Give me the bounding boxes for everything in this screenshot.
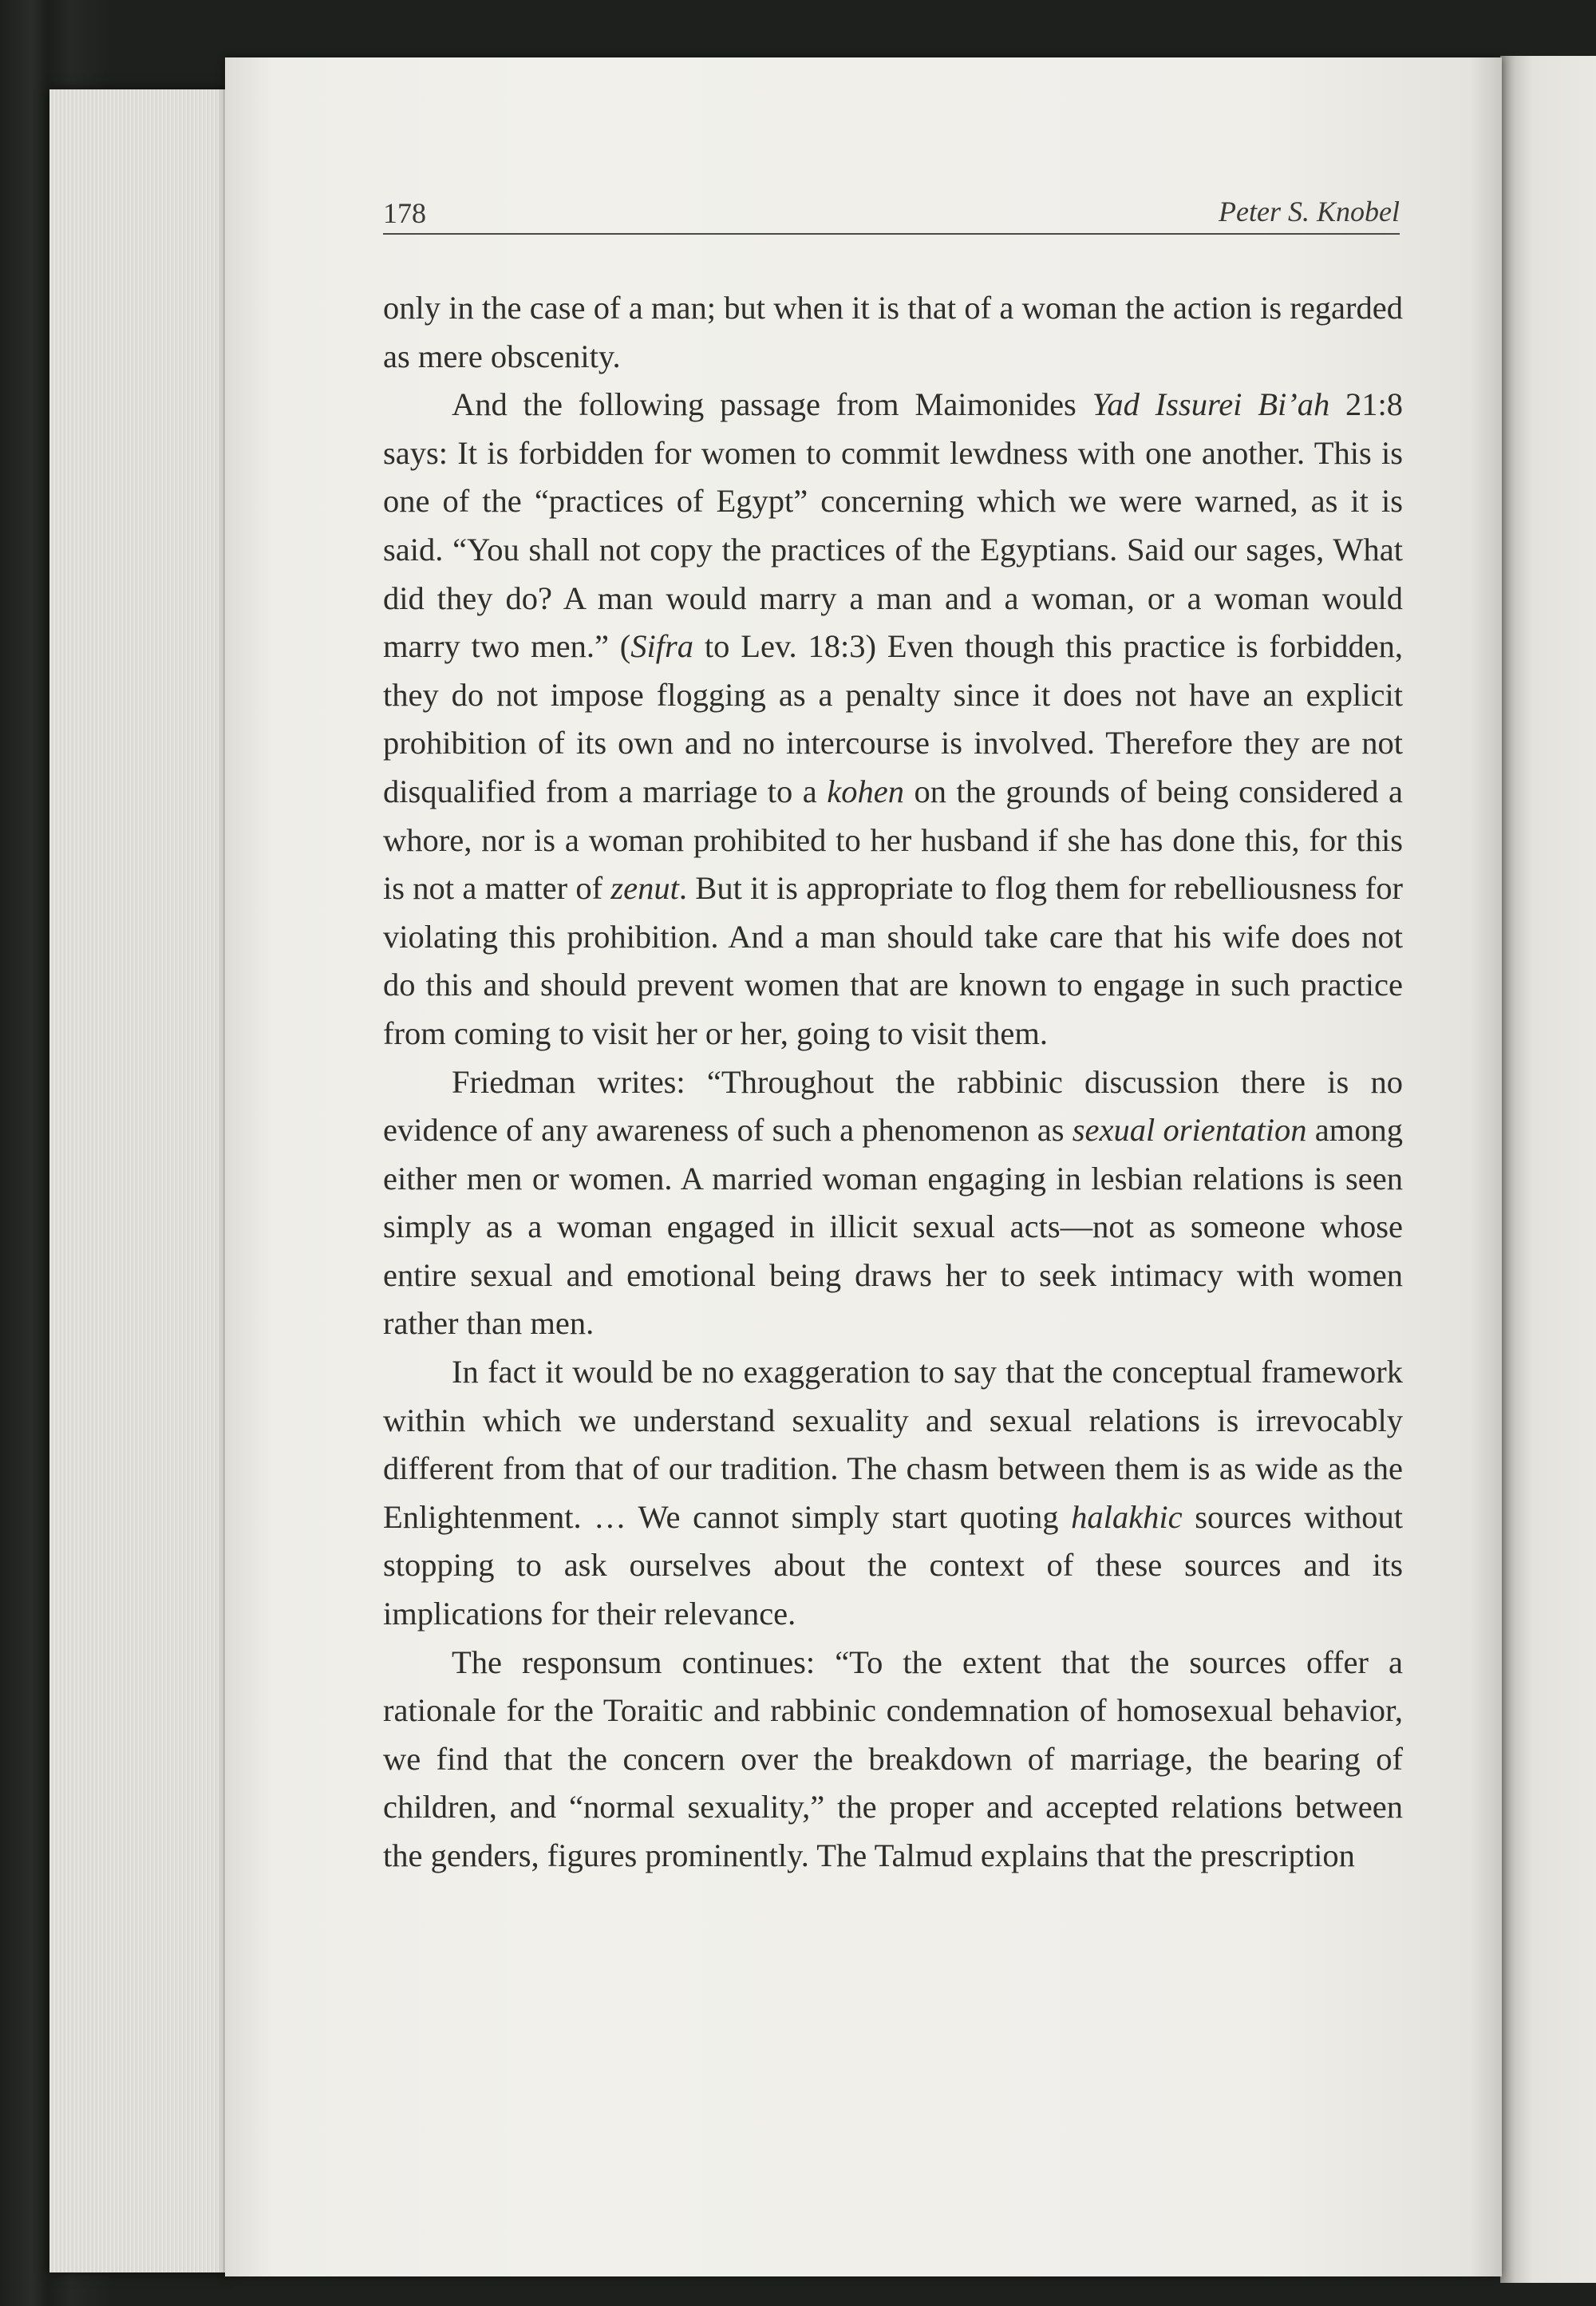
title-sifra: Sifra: [630, 628, 694, 665]
title-yad-issurei-biah: Yad Issurei Bi’ah: [1092, 386, 1330, 423]
term-kohen: kohen: [827, 773, 904, 809]
page-header: [383, 192, 1400, 235]
paragraph-conceptual-framework: In fact it would be no exaggeration to say that the conceptual framework within which we understand sexuality and sexual relations is irrevocably different from that of our tradition. The chasm between them is as wide as the Enlightenment. … We cannot simply start quoting halakhic sources without stopping to ask ourselves about the context of these sources and its implications for their relevance.: [383, 1354, 1404, 1632]
term-sexual-orientation: sexual orientation: [1072, 1112, 1307, 1149]
paragraph-continued: only in the case of a man; but when it is that of a woman the action is regarded as mere obscenity.: [383, 290, 1403, 374]
paragraph-friedman: Friedman writes: “Throughout the rabbinic discussion there is no evidence of any awareness of such a phenomenon as sexual orientation among either men or women. A married woman engaging in lesbian relations is seen simply as a woman engaged in illicit sexual acts—not as someone whose entire sexual and emotional being draws her to seek intimacy with women rather than men.: [383, 1063, 1404, 1342]
body-text: [383, 284, 1403, 1881]
term-zenut: zenut: [610, 870, 679, 907]
facing-page-edge: [1500, 56, 1596, 2283]
page-stack-edge: [49, 89, 233, 2272]
paragraph-responsum: The responsum continues: “To the extent that the sources offer a rationale for the Toraitic and rabbinic condemnation of homosexual behavior, we find that the concern over the breakdown of marriage, the bearing of children, and “normal sexuality,” the proper and accepted relations between the genders, figures prominently. The Talmud explains that the prescription: [383, 1643, 1403, 1873]
term-halakhic: halakhic: [1071, 1498, 1183, 1535]
paragraph-maimonides: And the following passage from Maimonides Yad Issurei Bi’ah 21:8 says: It is forbidden for women to commit lewdness with one another. This is one of the “practices of Egypt” concerning which we were warned, as it is said. “You shall not copy the practices of the Egyptians. Said our sages, What did they do? A man would marry a man and a woman, or a woman would marry two men.” (Sifra to Lev. 18:3) Even though this practice is forbidden, they do not impose flogging as a penalty since it does not have an explicit prohibition of its own and no intercourse is involved. Therefore they are not disqualified from a marriage to a kohen on the grounds of being considered a whore, nor is a woman prohibited to her husband if she has done this, for this is not a matter of zenut. But it is appropriate to flog them for rebelliousness for violating this prohibition. And a man should take care that his wife does not do this and should prevent women that are known to engage in such practice from coming to visit her or her, going to visit them.: [383, 386, 1403, 1051]
running-head-author: Peter S. Knobel: [1219, 196, 1400, 227]
page-number: 178: [383, 197, 426, 229]
